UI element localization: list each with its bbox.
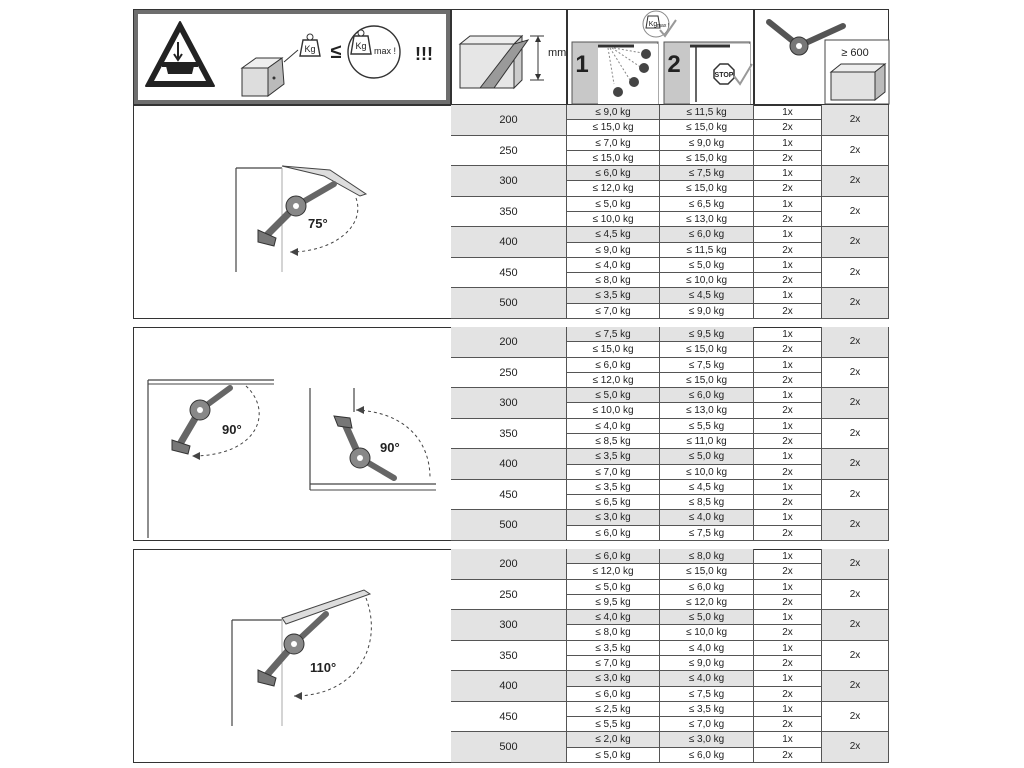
load-zone1-double-cell: ≤ 15,0 kg <box>567 120 660 135</box>
lift-arm-icon <box>172 388 230 454</box>
arm-count-double-cell: 2x <box>754 342 822 357</box>
depth-count-cell: 2x <box>822 197 889 228</box>
arm-count-single-cell: 1x <box>754 641 822 656</box>
height-cell: 250 <box>451 358 567 389</box>
load-zone1-single-cell: ≤ 6,0 kg <box>567 549 660 564</box>
load-zone1-single-cell: ≤ 2,5 kg <box>567 702 660 717</box>
depth-count-cell: 2x <box>822 580 889 611</box>
arm-count-double-cell: 2x <box>754 625 822 640</box>
load-zone2-single-cell: ≤ 5,0 kg <box>660 449 754 464</box>
depth-count-cell: 2x <box>822 449 889 480</box>
diagram-90 <box>134 328 450 540</box>
load-zone2-double-cell: ≤ 7,0 kg <box>660 717 754 732</box>
height-cell: 450 <box>451 258 567 289</box>
load-zone2-double-cell: ≤ 10,0 kg <box>660 465 754 480</box>
load-zone1-single-cell: ≤ 4,0 kg <box>567 419 660 434</box>
cabinet-icon <box>831 64 885 100</box>
arm-count-double-cell: 2x <box>754 434 822 449</box>
load-zone1-single-cell: ≤ 5,0 kg <box>567 388 660 403</box>
lift-arm-icon <box>258 184 334 246</box>
depth-count-cell: 2x <box>822 105 889 136</box>
load-zone2-single-cell: ≤ 6,0 kg <box>660 580 754 595</box>
load-zone1-single-cell: ≤ 3,0 kg <box>567 671 660 686</box>
height-cell: 450 <box>451 480 567 511</box>
weight-max-kg-label: Kg <box>648 21 658 28</box>
depth-graphic <box>755 10 890 106</box>
arm-count-single-cell: 1x <box>754 327 822 342</box>
min-depth-label: ≥ 600 <box>841 47 869 59</box>
height-cell: 350 <box>451 641 567 672</box>
load-zone1-single-cell: ≤ 5,0 kg <box>567 197 660 212</box>
angle-90-label-a: 90° <box>222 422 242 437</box>
depth-count-cell: 2x <box>822 227 889 258</box>
load-zone2-double-cell: ≤ 15,0 kg <box>660 373 754 388</box>
load-table-110 <box>451 549 889 763</box>
arm-count-double-cell: 2x <box>754 151 822 166</box>
load-zone2-single-cell: ≤ 3,0 kg <box>660 732 754 747</box>
load-zone1-single-cell: ≤ 3,5 kg <box>567 288 660 303</box>
depth-count-cell: 2x <box>822 641 889 672</box>
load-zone1-double-cell: ≤ 10,0 kg <box>567 403 660 418</box>
mm-unit-label: mm <box>548 47 567 59</box>
arm-count-single-cell: 1x <box>754 510 822 525</box>
height-dimension-icon <box>530 36 544 80</box>
load-zone2-single-cell: ≤ 5,0 kg <box>660 610 754 625</box>
load-table-90 <box>451 327 889 541</box>
arm-count-single-cell: 1x <box>754 358 822 373</box>
load-zone2-double-cell: ≤ 9,0 kg <box>660 656 754 671</box>
weight-icon <box>284 34 320 62</box>
load-zone1-single-cell: ≤ 3,5 kg <box>567 449 660 464</box>
exclamation-label: !!! <box>415 44 433 64</box>
depth-count-cell: 2x <box>822 419 889 450</box>
load-zone2-double-cell: ≤ 8,5 kg <box>660 495 754 510</box>
load-zone2-single-cell: ≤ 4,5 kg <box>660 288 754 303</box>
angle-110-label: 110° <box>310 660 337 675</box>
load-zone1-double-cell: ≤ 9,5 kg <box>567 595 660 610</box>
arm-count-single-cell: 1x <box>754 166 822 181</box>
load-zone1-double-cell: ≤ 7,0 kg <box>567 656 660 671</box>
depth-count-cell: 2x <box>822 610 889 641</box>
height-cell: 300 <box>451 610 567 641</box>
depth-count-cell: 2x <box>822 671 889 702</box>
load-zone2-double-cell: ≤ 15,0 kg <box>660 181 754 196</box>
depth-count-cell: 2x <box>822 732 889 763</box>
arm-count-single-cell: 1x <box>754 105 822 120</box>
arm-count-double-cell: 2x <box>754 687 822 702</box>
height-cell: 350 <box>451 197 567 228</box>
load-zone1-double-cell: ≤ 5,5 kg <box>567 717 660 732</box>
load-zone2-double-cell: ≤ 11,5 kg <box>660 243 754 258</box>
load-zone2-single-cell: ≤ 9,0 kg <box>660 136 754 151</box>
load-zone1-single-cell: ≤ 4,5 kg <box>567 227 660 242</box>
load-zone1-single-cell: ≤ 2,0 kg <box>567 732 660 747</box>
load-zone1-double-cell: ≤ 15,0 kg <box>567 151 660 166</box>
load-zone2-double-cell: ≤ 15,0 kg <box>660 342 754 357</box>
load-zone1-single-cell: ≤ 9,0 kg <box>567 105 660 120</box>
load-zone2-single-cell: ≤ 8,0 kg <box>660 549 754 564</box>
arm-count-double-cell: 2x <box>754 120 822 135</box>
arm-count-double-cell: 2x <box>754 495 822 510</box>
arm-count-single-cell: 1x <box>754 480 822 495</box>
load-zone2-double-cell: ≤ 15,0 kg <box>660 120 754 135</box>
load-zone1-single-cell: ≤ 3,0 kg <box>567 510 660 525</box>
height-cell: 200 <box>451 549 567 580</box>
mounting-position-graphic <box>568 10 755 106</box>
load-zone1-double-cell: ≤ 8,0 kg <box>567 273 660 288</box>
zone-1-label: 1 <box>575 51 589 78</box>
arm-count-single-cell: 1x <box>754 419 822 434</box>
load-zone2-single-cell: ≤ 7,5 kg <box>660 358 754 373</box>
load-zone1-single-cell: ≤ 4,0 kg <box>567 610 660 625</box>
depth-count-cell: 2x <box>822 549 889 580</box>
load-zone2-double-cell: ≤ 9,0 kg <box>660 304 754 319</box>
depth-count-cell: 2x <box>822 288 889 319</box>
height-cell: 200 <box>451 327 567 358</box>
depth-count-cell: 2x <box>822 702 889 733</box>
max-weight-icon <box>348 26 400 78</box>
load-zone2-single-cell: ≤ 6,5 kg <box>660 197 754 212</box>
load-zone1-single-cell: ≤ 4,0 kg <box>567 258 660 273</box>
arm-count-single-cell: 1x <box>754 136 822 151</box>
arm-count-double-cell: 2x <box>754 212 822 227</box>
load-zone2-single-cell: ≤ 9,5 kg <box>660 327 754 342</box>
header-warning-panel <box>133 9 451 105</box>
weight-max-icon <box>643 11 676 37</box>
arm-count-single-cell: 1x <box>754 702 822 717</box>
load-zone1-double-cell: ≤ 12,0 kg <box>567 564 660 579</box>
load-table-75 <box>451 105 889 319</box>
arm-count-double-cell: 2x <box>754 273 822 288</box>
arm-count-double-cell: 2x <box>754 656 822 671</box>
load-zone2-single-cell: ≤ 4,0 kg <box>660 641 754 656</box>
max-kg-label: Kg <box>355 41 367 51</box>
depth-count-cell: 2x <box>822 136 889 167</box>
load-zone2-single-cell: ≤ 6,0 kg <box>660 388 754 403</box>
arm-count-single-cell: 1x <box>754 671 822 686</box>
load-zone1-single-cell: ≤ 3,5 kg <box>567 641 660 656</box>
arm-count-double-cell: 2x <box>754 526 822 541</box>
height-cell: 400 <box>451 227 567 258</box>
arm-count-single-cell: 1x <box>754 732 822 747</box>
arm-count-double-cell: 2x <box>754 564 822 579</box>
arm-count-single-cell: 1x <box>754 580 822 595</box>
load-zone2-double-cell: ≤ 15,0 kg <box>660 564 754 579</box>
warning-panel-inner <box>138 14 446 100</box>
height-cell: 350 <box>451 419 567 450</box>
height-cell: 300 <box>451 388 567 419</box>
arm-count-double-cell: 2x <box>754 243 822 258</box>
load-zone1-double-cell: ≤ 9,0 kg <box>567 243 660 258</box>
header-mounting-panel <box>567 9 754 105</box>
load-zone1-double-cell: ≤ 15,0 kg <box>567 342 660 357</box>
cabinet-icon <box>242 58 284 96</box>
load-zone1-double-cell: ≤ 8,5 kg <box>567 434 660 449</box>
arm-count-single-cell: 1x <box>754 388 822 403</box>
load-zone1-double-cell: ≤ 7,0 kg <box>567 465 660 480</box>
leq-symbol: ≤ <box>330 41 342 63</box>
arm-count-single-cell: 1x <box>754 227 822 242</box>
height-cell: 500 <box>451 288 567 319</box>
depth-count-cell: 2x <box>822 166 889 197</box>
arm-count-single-cell: 1x <box>754 258 822 273</box>
load-zone1-double-cell: ≤ 12,0 kg <box>567 373 660 388</box>
load-zone2-single-cell: ≤ 4,5 kg <box>660 480 754 495</box>
load-zone1-single-cell: ≤ 7,5 kg <box>567 327 660 342</box>
load-zone2-double-cell: ≤ 10,0 kg <box>660 273 754 288</box>
load-zone1-double-cell: ≤ 6,5 kg <box>567 495 660 510</box>
header-dimension-panel <box>451 9 567 105</box>
depth-count-cell: 2x <box>822 388 889 419</box>
height-cell: 200 <box>451 105 567 136</box>
depth-count-cell: 2x <box>822 480 889 511</box>
load-zone2-single-cell: ≤ 5,0 kg <box>660 258 754 273</box>
load-zone2-double-cell: ≤ 11,0 kg <box>660 434 754 449</box>
load-zone1-double-cell: ≤ 5,0 kg <box>567 748 660 763</box>
cabinet-icon <box>460 36 528 88</box>
angle-90-label-b: 90° <box>380 440 400 455</box>
load-zone2-single-cell: ≤ 11,5 kg <box>660 105 754 120</box>
max-label: max ! <box>373 46 397 56</box>
load-zone2-single-cell: ≤ 4,0 kg <box>660 510 754 525</box>
load-zone1-double-cell: ≤ 8,0 kg <box>567 625 660 640</box>
load-zone2-double-cell: ≤ 13,0 kg <box>660 212 754 227</box>
load-zone1-single-cell: ≤ 5,0 kg <box>567 580 660 595</box>
load-zone2-single-cell: ≤ 6,0 kg <box>660 227 754 242</box>
load-zone2-double-cell: ≤ 7,5 kg <box>660 687 754 702</box>
load-zone2-double-cell: ≤ 7,5 kg <box>660 526 754 541</box>
arm-count-double-cell: 2x <box>754 465 822 480</box>
weight-max-label: max ! <box>656 23 670 29</box>
arm-count-double-cell: 2x <box>754 403 822 418</box>
load-zone1-single-cell: ≤ 6,0 kg <box>567 358 660 373</box>
depth-count-cell: 2x <box>822 510 889 541</box>
height-cell: 400 <box>451 671 567 702</box>
arm-count-single-cell: 1x <box>754 449 822 464</box>
load-zone1-double-cell: ≤ 7,0 kg <box>567 304 660 319</box>
arm-count-double-cell: 2x <box>754 748 822 763</box>
depth-count-cell: 2x <box>822 258 889 289</box>
height-cell: 450 <box>451 702 567 733</box>
arm-count-single-cell: 1x <box>754 610 822 625</box>
load-zone2-double-cell: ≤ 15,0 kg <box>660 151 754 166</box>
load-zone2-double-cell: ≤ 13,0 kg <box>660 403 754 418</box>
arm-count-single-cell: 1x <box>754 288 822 303</box>
arm-count-double-cell: 2x <box>754 181 822 196</box>
depth-count-cell: 2x <box>822 358 889 389</box>
arm-count-double-cell: 2x <box>754 304 822 319</box>
load-zone2-double-cell: ≤ 6,0 kg <box>660 748 754 763</box>
height-cell: 300 <box>451 166 567 197</box>
weight-kg-label: Kg <box>304 44 316 54</box>
lift-arm-icon <box>258 614 326 686</box>
arm-count-single-cell: 1x <box>754 549 822 564</box>
height-cell: 250 <box>451 580 567 611</box>
load-zone1-single-cell: ≤ 7,0 kg <box>567 136 660 151</box>
arm-count-double-cell: 2x <box>754 717 822 732</box>
stop-sign-icon <box>714 64 734 84</box>
load-zone1-single-cell: ≤ 6,0 kg <box>567 166 660 181</box>
load-zone1-double-cell: ≤ 12,0 kg <box>567 181 660 196</box>
load-zone2-single-cell: ≤ 7,5 kg <box>660 166 754 181</box>
load-zone1-double-cell: ≤ 6,0 kg <box>567 687 660 702</box>
load-zone1-double-cell: ≤ 6,0 kg <box>567 526 660 541</box>
load-zone2-double-cell: ≤ 10,0 kg <box>660 625 754 640</box>
depth-count-cell: 2x <box>822 327 889 358</box>
arm-count-double-cell: 2x <box>754 373 822 388</box>
angle-75-label: 75° <box>308 216 328 231</box>
diagram-110 <box>134 550 450 762</box>
warning-graphics <box>138 14 446 100</box>
arm-count-single-cell: 1x <box>754 197 822 212</box>
stop-label: STOP <box>714 72 734 79</box>
load-zone2-single-cell: ≤ 3,5 kg <box>660 702 754 717</box>
load-zone2-single-cell: ≤ 5,5 kg <box>660 419 754 434</box>
arm-count-double-cell: 2x <box>754 595 822 610</box>
zone-2-label: 2 <box>667 51 681 78</box>
load-zone2-single-cell: ≤ 4,0 kg <box>660 671 754 686</box>
load-zone1-double-cell: ≤ 10,0 kg <box>567 212 660 227</box>
diagram-75 <box>134 106 450 318</box>
height-cell: 250 <box>451 136 567 167</box>
load-zone2-double-cell: ≤ 12,0 kg <box>660 595 754 610</box>
height-cell: 500 <box>451 732 567 763</box>
header-depth-panel <box>754 9 889 105</box>
load-zone1-single-cell: ≤ 3,5 kg <box>567 480 660 495</box>
height-cell: 500 <box>451 510 567 541</box>
cabinet-height-graphic <box>452 10 568 106</box>
height-cell: 400 <box>451 449 567 480</box>
warning-triangle-icon <box>146 22 214 86</box>
